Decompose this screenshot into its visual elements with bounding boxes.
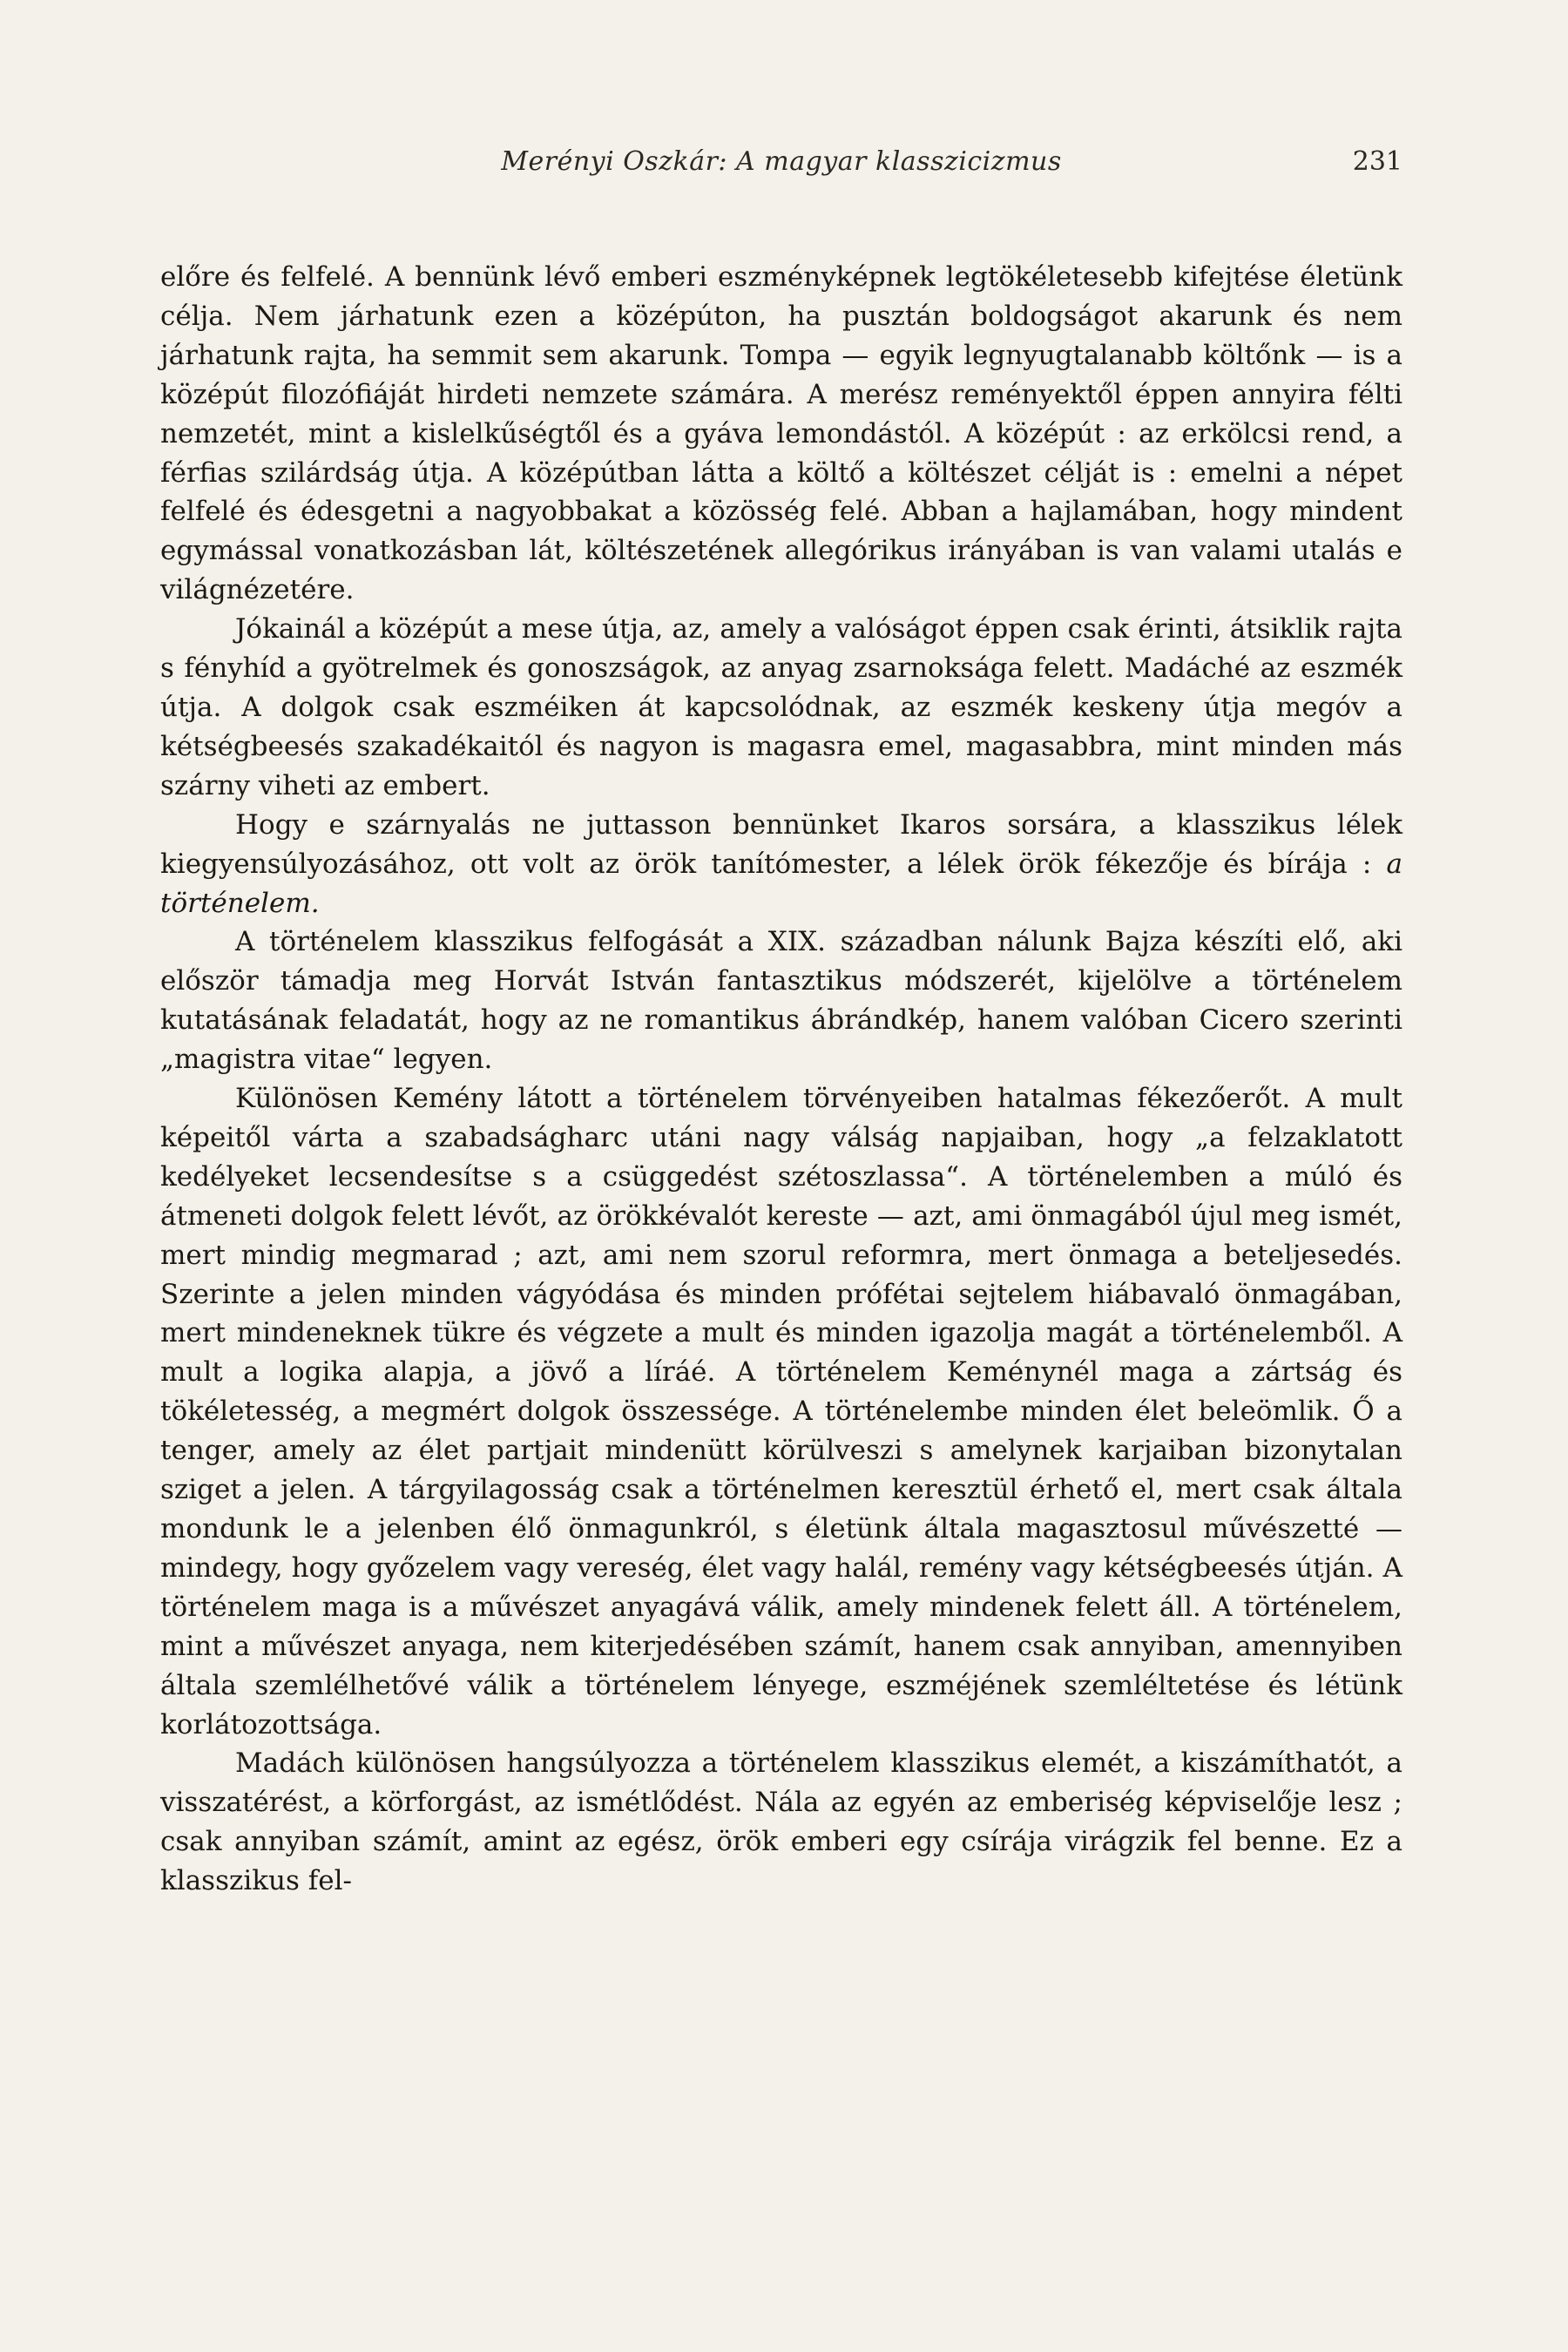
page-number: 231 (1352, 146, 1402, 177)
italic-emphasis: a történelem. (160, 848, 1402, 919)
paragraph: Jókainál a középút a mese útja, az, amely a valóságot éppen csak érinti, átsiklik rajta s fényhíd a gyötrelmek és gonoszságok, az anyag zsarnoksága felett. Madáché az eszmék útja. A dolgok csak eszméiken át kapcsolódnak, az eszmék keskeny útja megóv a kétségbeesés szakadékaitól és nagyon is magasra emel, magasabbra, mint minden más szárny viheti az embert. (160, 613, 1402, 801)
running-header (160, 146, 1402, 185)
paragraph: előre és felfelé. A bennünk lévő emberi eszményképnek legtökéletesebb kifejtése életünk célja. Nem járhatunk ezen a középúton, ha pusztán boldogságot akarunk és nem járhatunk rajta, ha semmit sem akarunk. Tompa — egyik legnyugtalanabb költőnk — is a középút filozófiáját hirdeti nemzete számára. A merész reményektől éppen annyira félti nemzetét, mint a kislelkűségtől és a gyáva lemondástól. A középút : az erkölcsi rend, a férfias szilárdság útja. A középútban látta a költő a költészet célját is : emelni a népet felfelé és édesgetni a nagyobbakat a közösség felé. Abban a hajlamában, hogy mindent egymással vonatkozásban lát, költészetének allegórikus irányában is van valami utalás e világnézetére. (160, 261, 1402, 606)
body-text (160, 258, 1402, 1901)
paragraph-text: Hogy e szárnyalás ne juttasson bennünket Ikaros sorsára, a klasszikus lélek kiegyensúlyozásához, ott volt az örök tanítómester, a lélek örök fékezője és bírája : (160, 808, 1402, 880)
paragraph: A történelem klasszikus felfogását a XIX. században nálunk Bajza készíti elő, aki először támadja meg Horvát István fantasztikus módszerét, kijelölve a történelem kutatásának feladatát, hogy az ne romantikus ábrándkép, hanem valóban Cicero szerinti „magistra vitae“ legyen. (160, 926, 1402, 1076)
paragraph (160, 806, 1402, 923)
running-title: Merényi Oszkár: A magyar klasszicizmus (501, 146, 1062, 177)
paragraph: Madách különösen hangsúlyozza a történelem klasszikus elemét, a kiszámíthatót, a visszatérést, a körforgást, az ismétlődést. Nála az egyén az emberiség képviselője lesz ; csak annyiban számít, amint az egész, örök emberi egy csírája virágzik fel benne. Ez a klasszikus fel- (160, 1747, 1402, 1897)
paragraph: Különösen Kemény látott a történelem törvényeiben hatalmas fékezőerőt. A mult képeitől várta a szabadságharc utáni nagy válság napjaiban, hogy „a felzaklatott kedélyeket lecsendesítse s a csüggedést szétoszlassa“. A történelemben a múló és átmeneti dolgok felett lévőt, az örökkévalót kereste — azt, ami önmagából újul meg ismét, mert mindig megmarad ; azt, ami nem szorul reformra, mert önmaga a beteljesedés. Szerinte a jelen minden vágyódása és minden prófétai sejtelem hiábavaló önmagában, mert mindeneknek tükre és végzete a mult és minden igazolja magát a történelemből. A mult a logika alapja, a jövő a líráé. A történelem Keménynél maga a zártság és tökéletesség, a megmért dolgok összessége. A történelembe minden élet beleömlik. Ő a tenger, amely az élet partjait mindenütt körülveszi s amelynek karjaiban bizonytalan sziget a jelen. A tárgyilagosság csak a történelmen keresztül érhető el, mert csak általa mondunk le a jelenben élő önmagunkról, s életünk általa magasztosul művészetté — mindegy, hogy győzelem vagy vereség, élet vagy halál, remény vagy kétségbeesés útján. A történelem maga is a művészet anyagává válik, amely mindenek felett áll. A történelem, mint a művészet anyaga, nem kiterjedésében számít, hanem csak annyiban, amennyiben általa szemlélhetővé válik a történelem lényege, eszméjének szemléltetése és létünk korlátozottsága. (160, 1083, 1402, 1740)
